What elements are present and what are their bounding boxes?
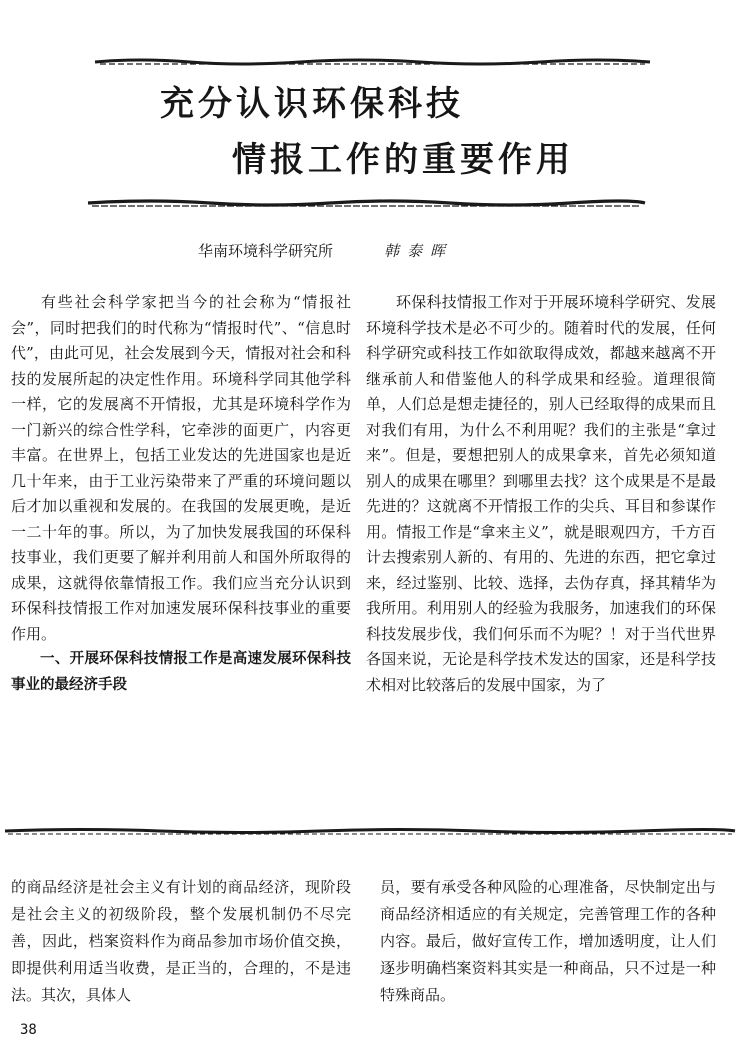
article-title-line-2: 情报工作的重要作用 [232,140,574,180]
page-number: 38 [20,1022,37,1038]
left-column [11,290,351,698]
section-heading: 一、开展环保科技情报工作是高速发展环保科技事业的最经济手段 [11,651,351,693]
bottom-right-paragraph: 员，要有承受各种风险的心理准备，尽快制定出与商品经济相适应的有关规定，完善管理工作的各种内容。最后，做好宣传工作，增加透明度，让人们逐步明确档案资料其实是一种商品，只不过是一种特殊商品。 [380,878,716,1004]
right-column [366,290,716,698]
author-organization: 华南环境科学研究所 [198,242,334,260]
bottom-right-column [380,874,716,1009]
title-underline-rule [0,198,740,210]
article-title-line-1: 充分认识环保科技 [160,84,464,124]
middle-rule [0,826,740,838]
bottom-left-paragraph: 的商品经济是社会主义有计划的商品经济，现阶段是社会主义的初级阶段，整个发展机制仍不尽完善，因此，档案资料作为商品参加市场价值交换，即提供利用适当收费，是正当的，合理的，不是违法。其次，具体人 [11,878,351,1004]
left-paragraph: 有些社会科学家把当今的社会称为“情报社会”，同时把我们的时代称为“情报时代”、“信息时代”，由此可见，社会发展到今天，情报对社会和科技的发展所起的决定性作用。环境科学同其他学科一样，它的发展离不开情报，尤其是环境科学作为一门新兴的综合性学科，它牵涉的面更广，内容更丰富。在世界上，包括工业发达的先进国家也是近几十年来，由于工业污染带来了严重的环境问题以后才加以重视和发展的。在我国的发展更晚，是近一二十年的事。所以，为了加快发展我国的环保科技事业，我们更要了解并利用前人和国外所取得的成果，这就得依靠情报工作。我们应当充分认识到环保科技情报工作对加速发展环保科技事业的重要作用。 [11,293,351,643]
top-rule [0,56,740,68]
author-name: 韩泰晖 [384,242,454,260]
bottom-left-column [11,874,351,1009]
right-paragraph: 环保科技情报工作对于开展环境科学研究、发展环境科学技术是必不可少的。随着时代的发展，任何科学研究或科技工作如欲取得成效，都越来越离不开继承前人和借鉴他人的科学成果和经验。道理很简单，人们总是想走捷径的，别人已经取得的成果而且对我们有用，为什么不利用呢？我们的主张是“拿过来”。但是，要想把别人的成果拿来，首先必须知道别人的成果在哪里？到哪里去找？这个成果是不是最先进的？这就离不开情报工作的尖兵、耳目和参谋作用。情报工作是“拿来主义”，就是眼观四方，千方百计去搜索别人新的、有用的、先进的东西，把它拿过来，经过鉴别、比较、选择，去伪存真，择其精华为我所用。利用别人的经验为我服务，加速我们的环保科技发展步伐，我们何乐而不为呢？！对于当代世界各国来说，无论是科学技术发达的国家，还是科学技术相对比较落后的发展中国家，为了 [366,293,716,694]
